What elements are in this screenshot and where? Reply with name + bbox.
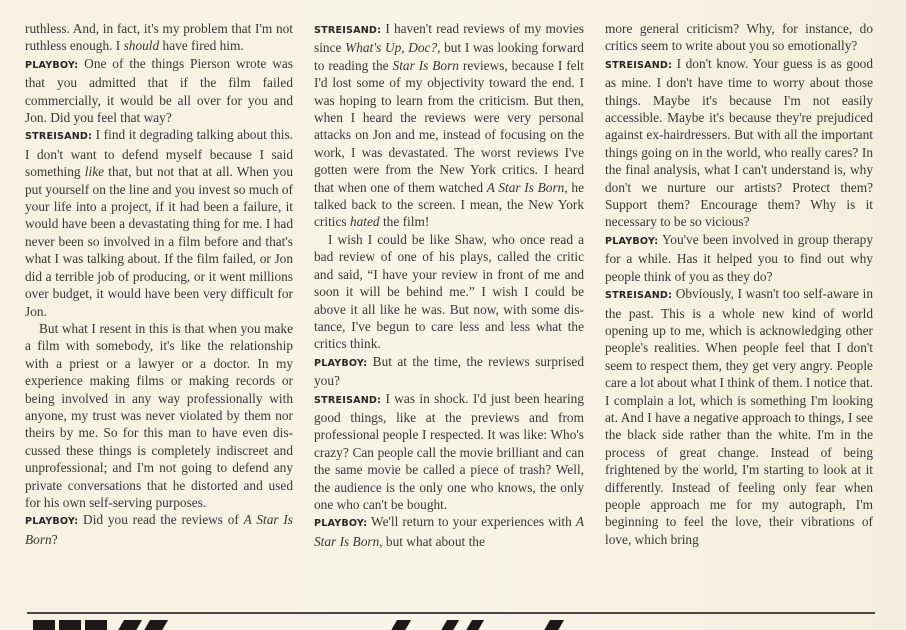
italic-title: A Star Is Born <box>486 179 565 195</box>
paragraph-text: , but I was looking forward to reading the <box>314 40 584 73</box>
italic-title: A Star Is Born <box>25 512 293 547</box>
article-paragraph <box>314 231 584 353</box>
speaker-label: PLAYBOY: <box>25 59 79 71</box>
display-glyph <box>116 620 142 630</box>
paragraph-text: the film! <box>379 214 430 230</box>
display-glyph <box>464 620 484 630</box>
display-glyph <box>33 620 55 630</box>
italic-title: What's Up, Doc? <box>345 40 438 56</box>
paragraph-text: But what I resent in this is that when you make a film with somebody, it's like the relationship with a priest or a lawyer or a doctor. In my experience making films or making records or being involved in any way professionally with anyone, my trust was never violated by them nor theirs by me. So for this man to have even discussed these things is completely indiscreet and unprofessional; and I'm not going to defend any private conversations that he distorted and used for his own self-serving purposes. <box>25 320 293 510</box>
paragraph-text: reviews, because I felt I'd lost some of my objectivity toward the end. I was hoping to learn from the criticism. But then, when I heard the reviews were very personal attacks on Jon and me, instead of focusing on the work, I was devastated. The worst reviews I've gotten were from the New York critics. I heard that when one of them watched <box>314 57 584 195</box>
paragraph-text: Did you read the reviews of <box>78 512 244 528</box>
interview-exchange <box>314 513 584 550</box>
article-paragraph <box>25 20 293 55</box>
speaker-label: STREISAND: <box>605 290 673 302</box>
speaker-label: STREISAND: <box>605 59 673 71</box>
italic-title: Star Is Born <box>392 57 459 73</box>
article-paragraph <box>25 320 293 511</box>
interview-exchange <box>314 390 584 514</box>
interview-exchange <box>25 55 293 127</box>
paragraph-text: We'll return to your experiences with <box>367 514 576 530</box>
display-glyph <box>439 620 459 630</box>
paragraph-text: But at the time, the reviews surprised you? <box>314 353 584 389</box>
display-glyph <box>59 620 81 630</box>
speaker-label: PLAYBOY: <box>25 516 79 528</box>
speaker-label: STREISAND: <box>314 394 382 406</box>
paragraph-text: have fired him. <box>159 38 244 54</box>
speaker-label: PLAYBOY: <box>314 518 368 530</box>
article-column-2 <box>314 20 584 550</box>
speaker-label: PLAYBOY: <box>605 235 659 247</box>
speaker-label: STREISAND: <box>25 131 93 143</box>
paragraph-text: ruthless. And, in fact, it's my problem that I'm not ruthless enough. I <box>25 21 293 54</box>
interview-exchange <box>605 55 873 231</box>
speaker-label: PLAYBOY: <box>314 357 368 369</box>
interview-exchange <box>605 231 873 285</box>
paragraph-text: You've been involved in group therapy for a while. Has it helped you to find out why people think of you as they do? <box>605 231 873 284</box>
paragraph-text: more general criticism? Why, for instance, do critics seem to write about you so emotionally? <box>605 21 873 54</box>
interview-exchange <box>314 353 584 390</box>
paragraph-text: I don't know. Your guess is as good as mine. I don't have time to worry about those things. Maybe it's because I'm not easily accessible. Maybe it's because they're prejudiced against ex-hairdressers. But with all the important things going on in the world, who really cares? In the final analysis, what I can't understand is, why don't we nurture our artists? Protect them? Support them? Encourage them? Why is it necessary to be so vicious? <box>605 55 873 230</box>
paragraph-text: Obviously, I wasn't too self-aware in the past. This is a whole new kind of world opening up to me, which is acknowledging other people's realities. When people feel that I don't seem to respect them, they get very angry. People care a lot about what I think of them. I notice that. I complain a lot, which is something I'm looking at. And I have a negative approach to things, I see the black side rather than the white. I'm in the process of great change. Instead of being frightened by the world, I'm starting to look at it differently. Instead of feeling only fear when people approach me for my autograph, I'm beginning to feel the love, their vibrations of love, which bring <box>605 286 873 547</box>
interview-exchange <box>25 511 293 548</box>
display-glyph <box>542 620 564 630</box>
display-glyph <box>389 620 411 630</box>
italic-title: hated <box>349 214 380 230</box>
paragraph-text: that, but not that at all. When you put yourself on the line and you invest so much of your life into a project, if it had been a failure, it would have been a devastating thing for me. I had never been so involved in a film before and that's what I was talking about. If the film failed, or Jon did a terrible job of producing, or it went millions over budget, it would have been very difficult for Jon. <box>25 164 293 319</box>
paragraph-text: , he talked back to the screen. I mean, the New York critics <box>314 179 584 230</box>
display-glyph <box>85 620 107 630</box>
paragraph-text: I find it degrading talking about this. I don't want to defend myself because I said something <box>25 127 293 180</box>
article-paragraph <box>605 20 873 55</box>
paragraph-text: ? <box>51 531 58 547</box>
interview-exchange <box>25 126 293 319</box>
article-column-1 <box>25 20 293 548</box>
paragraph-text: I was in shock. I'd just been hearing good things, like at the previews and from professional people I respected. It was like: Who's crazy? Can people call the movie brilliant and can the same movie be called a piece of trash? Well, the audience is the only one who knows, the only one who can't be bought. <box>314 390 584 512</box>
interview-exchange <box>314 20 584 231</box>
paragraph-text: I wish I could be like Shaw, who once read a bad review of one of his plays, called the critic and said, “I have your review in front of me and soon it will be behind me.” I wish I could be above it all like he was. But now, with some distance, I've begun to care less and less what the critics think. <box>314 231 584 352</box>
display-glyph <box>142 620 168 630</box>
italic-title: like <box>84 164 105 180</box>
paragraph-text: One of the things Pierson wrote was that you admitted that if the film failed commercially, it would be all over for you and Jon. Did you feel that way? <box>25 55 293 126</box>
cutoff-display-headline <box>28 620 888 630</box>
paragraph-text: I haven't read reviews of my movies since <box>314 21 584 56</box>
article-column-3 <box>605 20 873 548</box>
section-divider-rule <box>27 612 875 614</box>
italic-title: A Star Is Born <box>314 514 584 549</box>
speaker-label: STREISAND: <box>314 25 382 36</box>
interview-exchange <box>605 285 873 548</box>
italic-title: should <box>123 38 160 54</box>
paragraph-text: , but what about the <box>379 533 485 549</box>
